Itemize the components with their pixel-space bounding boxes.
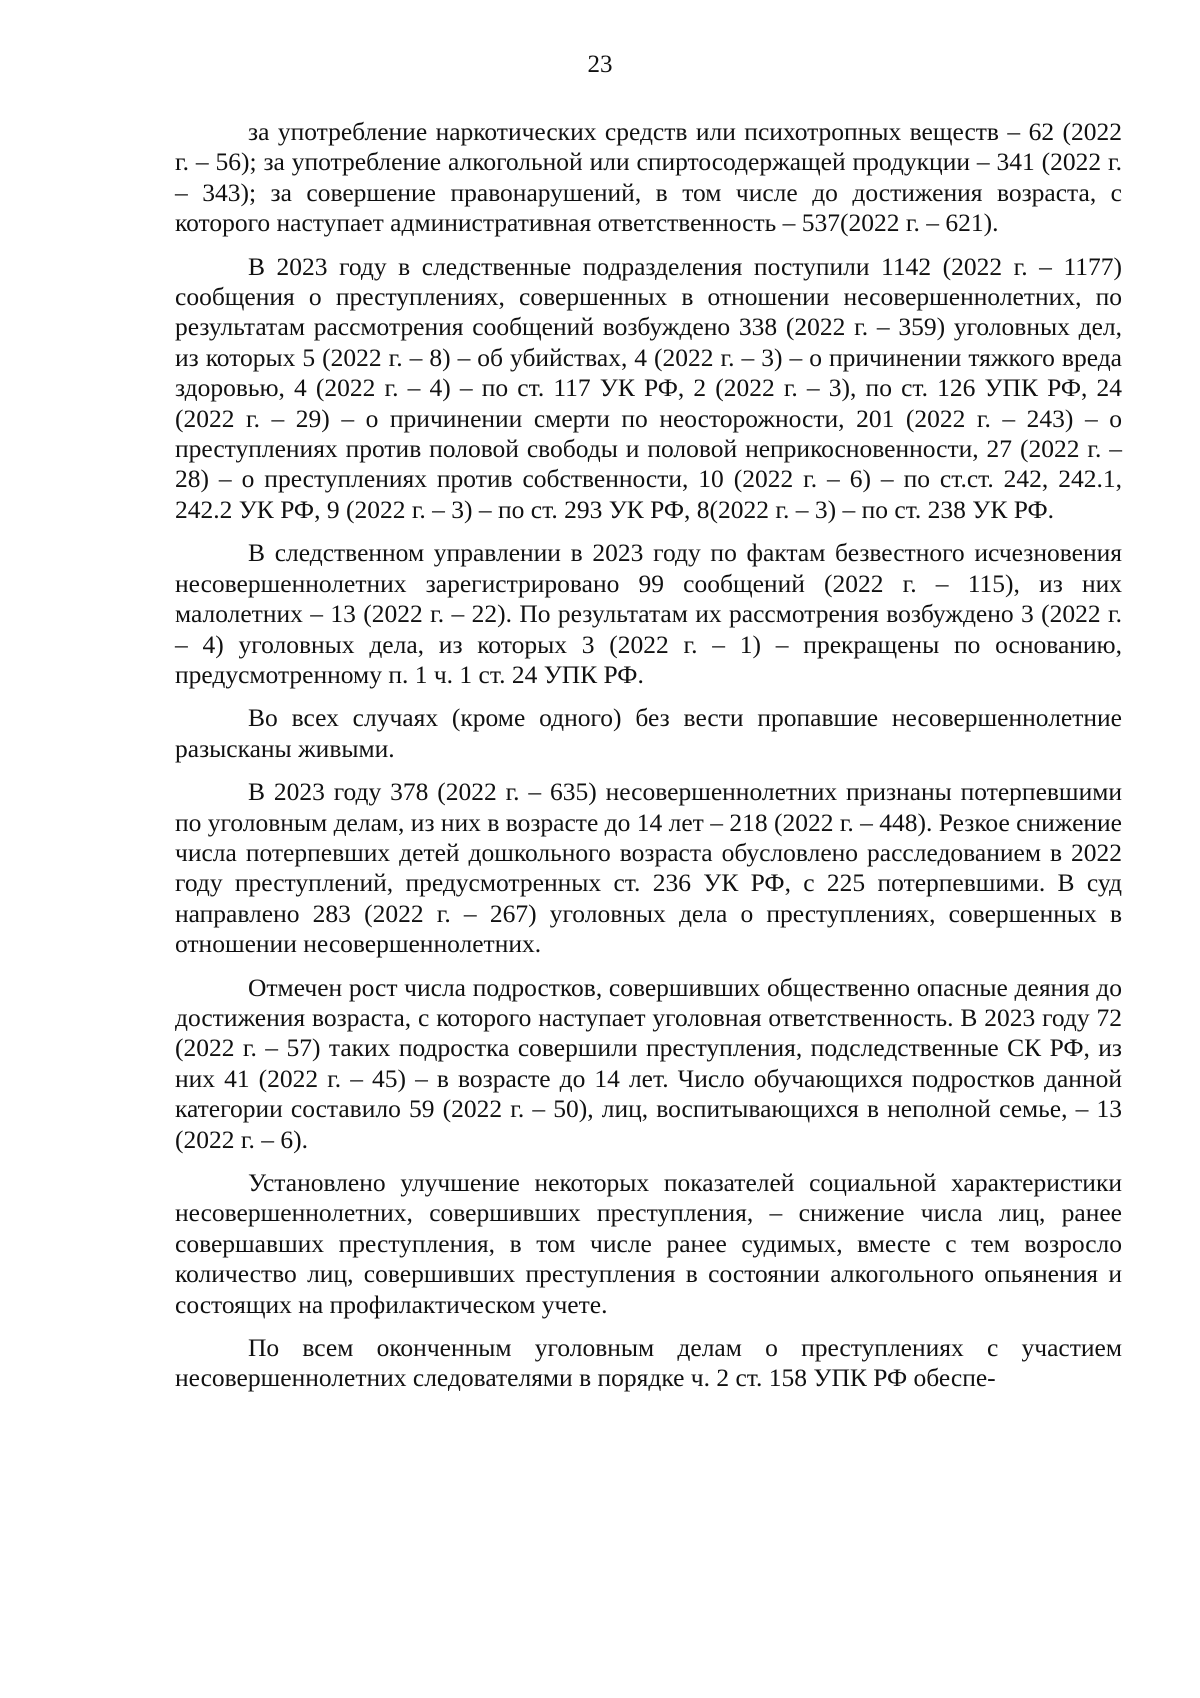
document-body (175, 117, 1122, 1407)
paragraph-found-alive: Во всех случаях (кроме одного) без вести пропавшие несовершеннолетние разысканы живыми. (175, 703, 1122, 763)
paragraph-juvenile-acts: Отмечен рост числа подростков, совершивших общественно опасные деяния до достижения возраста, с которого наступает уголовная ответственность. В 2023 году 72 (2022 г. – 57) таких подростка совершили преступления, подследственные СК РФ, из них 41 (2022 г. – 45) – в возрасте до 14 лет. Число обучающихся подростков данной категории составило 59 (2022 г. – 50), лиц, воспитывающихся в неполной семье, – 13 (2022 г. – 6). (175, 972, 1122, 1154)
paragraph-procedure: По всем оконченным уголовным делам о преступлениях с участием несовершеннолетних следователями в порядке ч. 2 ст. 158 УПК РФ обеспе- (175, 1333, 1122, 1393)
paragraph-social-characteristics: Установлено улучшение некоторых показателей социальной характеристики несовершеннолетних, совершивших преступления, – снижение числа лиц, ранее совершавших преступления, в том числе ранее судимых, вместе с тем возросло количество лиц, совершивших преступления в состоянии алкогольного опьянения и состоящих на профилактическом учете. (175, 1168, 1122, 1319)
paragraph-offense-statistics: за употребление наркотических средств или психотропных веществ – 62 (2022 г. – 56); за употребление алкогольной или спиртосодержащей продукции – 341 (2022 г. – 343); за совершение правонарушений, в том числе до достижения возраста, с которого наступает административная ответственность – 537(2022 г. – 621). (175, 117, 1122, 238)
paragraph-crime-reports: В 2023 году в следственные подразделения поступили 1142 (2022 г. – 1177) сообщения о преступлениях, совершенных в отношении несовершеннолетних, по результатам рассмотрения сообщений возбуждено 338 (2022 г. – 359) уголовных дел, из которых 5 (2022 г. – 8) – об убийствах, 4 (2022 г. – 3) – о причинении тяжкого вреда здоровью, 4 (2022 г. – 4) – по ст. 117 УК РФ, 2 (2022 г. – 3), по ст. 126 УПК РФ, 24 (2022 г. – 29) – о причинении смерти по неосторожности, 201 (2022 г. – 243) – о преступлениях против половой свободы и половой неприкосновенности, 27 (2022 г. – 28) – о преступлениях против собственности, 10 (2022 г. – 6) – по ст.ст. 242, 242.1, 242.2 УК РФ, 9 (2022 г. – 3) – по ст. 293 УК РФ, 8(2022 г. – 3) – по ст. 238 УК РФ. (175, 251, 1122, 524)
page-number: 23 (587, 51, 613, 78)
paragraph-missing-minors: В следственном управлении в 2023 году по фактам безвестного исчезновения несовершеннолетних зарегистрировано 99 сообщений (2022 г. – 115), из них малолетних – 13 (2022 г. – 22). По результатам их рассмотрения возбуждено 3 (2022 г. – 4) уголовных дела, из которых 3 (2022 г. – 1) – прекращены по основанию, предусмотренному п. 1 ч. 1 ст. 24 УПК РФ. (175, 538, 1122, 689)
paragraph-victims: В 2023 году 378 (2022 г. – 635) несовершеннолетних признаны потерпевшими по уголовным делам, из них в возрасте до 14 лет – 218 (2022 г. – 448). Резкое снижение числа потерпевших детей дошкольного возраста обусловлено расследованием в 2022 году преступлений, предусмотренных ст. 236 УК РФ, с 225 потерпевшими. В суд направлено 283 (2022 г. – 267) уголовных дела о преступлениях, совершенных в отношении несовершеннолетних. (175, 777, 1122, 959)
